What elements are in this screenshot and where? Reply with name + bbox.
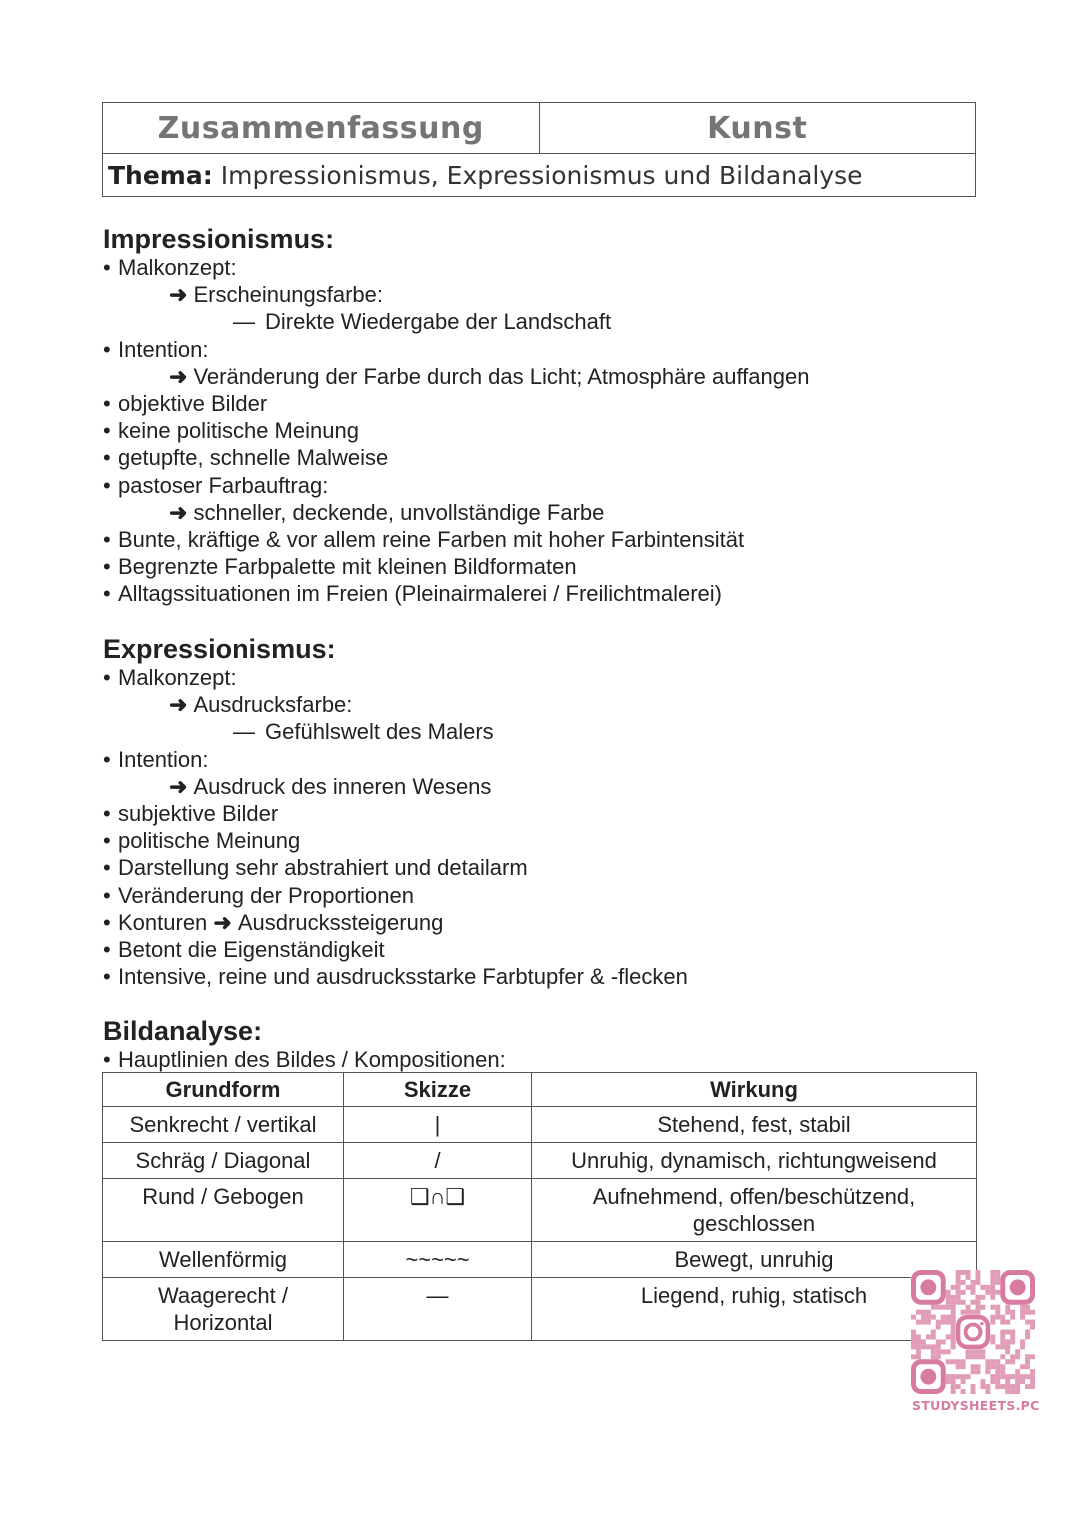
bullet-icon: • — [103, 527, 111, 553]
bullet-icon: • — [103, 445, 111, 471]
list-item — [103, 308, 983, 335]
header-title-row — [103, 103, 975, 154]
form-cell: Rund / Gebogen — [103, 1179, 344, 1242]
item-text: politische Meinung — [118, 828, 301, 854]
item-text: Alltagssituationen im Freien (Pleinairmalerei / Freilichtmalerei) — [118, 581, 722, 607]
section-impressionismus — [103, 224, 983, 608]
header-subject: Kunst — [707, 110, 808, 146]
item-text: Begrenzte Farbpalette mit kleinen Bildformaten — [118, 554, 577, 580]
table-row — [103, 1179, 977, 1242]
list-item — [103, 553, 983, 580]
item-text: Intensive, reine und ausdrucksstarke Farbtupfer & -flecken — [118, 964, 688, 990]
column-header: Grundform — [103, 1073, 344, 1107]
item-text: pastoser Farbauftrag: — [118, 472, 329, 498]
arrow-right-icon: ➜ — [169, 773, 188, 799]
column-header: Wirkung — [532, 1073, 977, 1107]
bullet-icon: • — [103, 554, 111, 580]
item-text: Intention: — [118, 336, 209, 362]
bullet-icon: • — [103, 746, 111, 772]
item-text: Malkonzept: — [118, 665, 237, 690]
list-item — [103, 691, 983, 718]
list-item — [103, 580, 983, 607]
list-item — [103, 827, 983, 854]
table-body — [103, 1107, 977, 1341]
item-text: Ausdruck des inneren Wesens — [193, 773, 492, 799]
list-item — [103, 882, 983, 909]
list-item — [103, 417, 983, 444]
bullet-icon: • — [103, 581, 111, 607]
item-text: Ausdruckssteigerung — [237, 909, 444, 935]
effect-cell: Aufnehmend, offen/beschützend, geschlossen — [532, 1179, 977, 1242]
sketch-cell: — — [344, 1278, 532, 1341]
form-cell: Senkrecht / vertikal — [103, 1107, 344, 1143]
dash-icon: — — [233, 309, 255, 335]
list-item — [103, 472, 983, 499]
header-summary: Zusammenfassung — [103, 103, 540, 153]
list-item — [103, 390, 983, 417]
bullet-icon: • — [103, 472, 111, 498]
bullet-icon: • — [103, 855, 111, 881]
header-table — [102, 102, 976, 197]
sketch-cell: ❑∩❑ — [344, 1179, 532, 1242]
item-text: Ausdrucksfarbe: — [193, 692, 353, 718]
theme-label: Thema: — [108, 160, 213, 190]
effect-cell: Bewegt, unruhig — [532, 1242, 977, 1278]
dash-icon: — — [233, 719, 255, 745]
arrow-right-icon: ➜ — [169, 499, 188, 525]
item-text: getupfte, schnelle Malweise — [118, 445, 389, 471]
list-item — [103, 499, 983, 526]
table-row — [103, 1107, 977, 1143]
bullet-icon: • — [103, 882, 111, 908]
section-title: Expressionismus: — [103, 634, 336, 664]
bullet-icon: • — [103, 665, 111, 690]
item-text: Darstellung sehr abstrahiert und detailarm — [118, 855, 528, 881]
list-item — [103, 254, 983, 281]
theme-text: Impressionismus, Expressionismus und Bildanalyse — [220, 160, 863, 190]
list-item — [103, 936, 983, 963]
bullet-icon: • — [103, 418, 111, 444]
arrow-right-icon: ➜ — [213, 909, 232, 935]
list-item — [103, 773, 983, 800]
impressionismus-list — [103, 254, 983, 608]
bullet-icon: • — [103, 964, 111, 990]
item-text: schneller, deckende, unvollständige Farbe — [193, 499, 605, 525]
table-row — [103, 1143, 977, 1179]
item-text: keine politische Meinung — [118, 418, 359, 444]
composition-table — [102, 1072, 977, 1341]
item-text: Konturen — [118, 909, 208, 935]
list-item — [103, 800, 983, 827]
list-item — [103, 526, 983, 553]
bullet-icon: • — [103, 801, 111, 827]
column-header: Skizze — [344, 1073, 532, 1107]
table-row — [103, 1278, 977, 1341]
item-text: subjektive Bilder — [118, 801, 279, 827]
form-cell: Wellenförmig — [103, 1242, 344, 1278]
arrow-right-icon: ➜ — [169, 692, 188, 718]
intro-text: Hauptlinien des Bildes / Kompositionen: — [118, 1047, 506, 1072]
bullet-icon: • — [103, 937, 111, 963]
form-cell: Waagerecht / Horizontal — [103, 1278, 344, 1341]
item-text: Veränderung der Farbe durch das Licht; Atmosphäre auffangen — [193, 363, 810, 389]
bullet-icon: • — [103, 391, 111, 417]
table-row — [103, 1242, 977, 1278]
instagram-qr-icon — [911, 1270, 1035, 1394]
section-title: Impressionismus: — [103, 224, 335, 254]
list-item — [103, 444, 983, 471]
list-item — [103, 336, 983, 363]
item-text: Malkonzept: — [118, 255, 237, 280]
bullet-icon: • — [103, 255, 111, 280]
bullet-icon: • — [103, 336, 111, 362]
item-text: Erscheinungsfarbe: — [193, 282, 383, 308]
section-bildanalyse — [103, 1016, 983, 1073]
list-item — [103, 718, 983, 745]
arrow-right-icon: ➜ — [169, 282, 188, 308]
effect-cell: Unruhig, dynamisch, richtungweisend — [532, 1143, 977, 1179]
effect-cell: Stehend, fest, stabil — [532, 1107, 977, 1143]
list-item — [103, 963, 983, 990]
arrow-right-icon: ➜ — [169, 363, 188, 389]
bullet-icon: • — [103, 909, 111, 935]
list-item — [103, 1046, 983, 1073]
list-item — [103, 746, 983, 773]
header-theme-row — [103, 154, 975, 196]
item-text: Intention: — [118, 746, 209, 772]
item-text: Veränderung der Proportionen — [118, 882, 414, 908]
bullet-icon: • — [103, 1047, 111, 1072]
list-item — [103, 854, 983, 881]
qr-label: STUDYSHEETS.PC — [912, 1398, 1040, 1413]
expressionismus-list — [103, 664, 983, 990]
item-text: Gefühlswelt des Malers — [265, 719, 494, 745]
table-header-row — [103, 1073, 977, 1107]
form-cell: Schräg / Diagonal — [103, 1143, 344, 1179]
item-text: Direkte Wiedergabe der Landschaft — [265, 309, 612, 335]
list-item — [103, 281, 983, 308]
item-text: Bunte, kräftige & vor allem reine Farben mit hoher Farbintensität — [118, 527, 745, 553]
item-text: objektive Bilder — [118, 391, 268, 417]
list-item — [103, 909, 983, 936]
sketch-cell: / — [344, 1143, 532, 1179]
sketch-cell: | — [344, 1107, 532, 1143]
section-title: Bildanalyse: — [103, 1016, 263, 1046]
list-item — [103, 363, 983, 390]
effect-cell: Liegend, ruhig, statisch — [532, 1278, 977, 1341]
sketch-cell: ~~~~~ — [344, 1242, 532, 1278]
section-expressionismus — [103, 634, 983, 990]
item-text: Betont die Eigenständigkeit — [118, 937, 385, 963]
bullet-icon: • — [103, 828, 111, 854]
list-item — [103, 664, 983, 691]
